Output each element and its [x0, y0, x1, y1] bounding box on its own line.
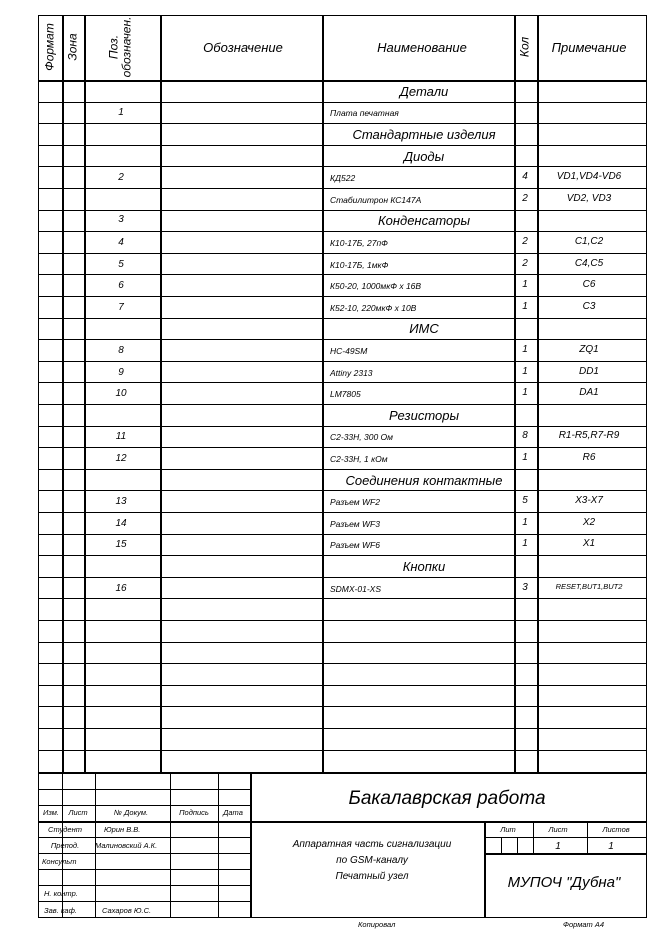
grid-hline — [484, 837, 647, 838]
row-qty: 2 — [522, 192, 528, 204]
row-position: 13 — [115, 496, 127, 508]
row-position: 14 — [115, 517, 127, 529]
grid-hline — [38, 253, 647, 254]
stamp-col-sign: Подпись — [179, 808, 209, 817]
stamp-sheet-value: 1 — [555, 841, 561, 852]
grid-vline — [250, 772, 252, 918]
header-qty: Кол — [517, 36, 532, 58]
stamp-doc-name-2: по GSM-каналу — [336, 855, 408, 866]
row-note: X1 — [582, 538, 596, 550]
sheet-frame — [38, 15, 647, 918]
row-name: К50-20, 1000мкФ х 16В — [330, 281, 422, 292]
stamp-role-teacher: Препод. — [50, 841, 80, 850]
row-qty: 1 — [522, 344, 528, 355]
grid-hline — [38, 901, 250, 902]
row-qty: 3 — [522, 581, 528, 593]
row-position: 10 — [115, 388, 127, 400]
stamp-col-date: Дата — [223, 808, 243, 817]
row-name: Разъем WF3 — [330, 518, 380, 529]
row-qty: 4 — [522, 171, 528, 183]
grid-vline — [517, 837, 518, 853]
grid-hline — [38, 772, 647, 774]
stamp-role-head: Зав. каф. — [44, 906, 77, 915]
grid-hline — [38, 512, 647, 513]
grid-hline — [38, 821, 647, 823]
grid-hline — [38, 853, 250, 854]
grid-vline — [484, 821, 486, 918]
grid-hline — [38, 869, 250, 870]
grid-hline — [38, 805, 250, 806]
row-name: К10-17Б, 27пФ — [330, 238, 388, 248]
stamp-name-student: Юрин В.В. — [104, 825, 141, 834]
stamp-doc-name-3: Печатный узел — [335, 871, 409, 882]
row-name: КД522 — [330, 173, 356, 184]
footer-format: Формат А4 — [563, 920, 605, 929]
grid-hline — [38, 404, 647, 405]
grid-hline — [38, 426, 647, 427]
grid-vline — [160, 15, 162, 772]
grid-hline — [38, 296, 647, 297]
row-qty: 1 — [522, 365, 528, 377]
section-heading: Детали — [399, 83, 449, 99]
row-qty: 8 — [522, 430, 528, 442]
stamp-col-izm: Изм. — [43, 808, 59, 817]
row-position: 9 — [118, 366, 124, 378]
row-qty: 1 — [522, 387, 528, 399]
stamp-doc-name-1: Аппаратная часть сигнализации — [292, 839, 452, 850]
row-name: LM7805 — [330, 389, 361, 400]
grid-hline — [38, 728, 647, 729]
section-heading: ИМС — [409, 321, 439, 337]
header-note: Примечание — [551, 40, 627, 55]
stamp-sheets-label: Листов — [602, 825, 630, 834]
stamp-col-doc: № Докум. — [113, 808, 149, 817]
row-position: 6 — [118, 280, 124, 292]
row-qty: 1 — [522, 300, 528, 312]
grid-hline — [484, 853, 647, 855]
header-pos: Поз. обозначен. — [106, 16, 133, 78]
grid-hline — [38, 274, 647, 275]
stamp-role-student: Студент — [48, 825, 82, 834]
grid-vline — [322, 15, 324, 772]
row-note: X3-X7 — [575, 495, 603, 507]
grid-hline — [38, 750, 647, 751]
grid-vline — [514, 15, 516, 772]
row-note: C1,C2 — [574, 236, 604, 247]
row-name: К52-10, 220мкФ х 10В — [330, 302, 417, 313]
section-heading: Конденсаторы — [377, 213, 471, 229]
grid-vline — [62, 15, 64, 772]
row-position: 3 — [118, 214, 124, 226]
grid-hline — [38, 382, 647, 383]
grid-hline — [38, 885, 250, 886]
section-heading: Стандартные изделия — [352, 127, 496, 142]
grid-hline — [38, 534, 647, 535]
row-note: C6 — [582, 279, 596, 291]
row-name: С2-33Н, 300 Ом — [330, 432, 393, 443]
section-heading: Кнопки — [402, 559, 446, 574]
section-heading: Резисторы — [388, 407, 460, 423]
row-note: RESET,BUT1,BUT2 — [555, 581, 623, 591]
grid-vline — [218, 772, 219, 918]
stamp-organization: МУПОЧ "Дубна" — [507, 874, 621, 891]
stamp-sheets-value: 1 — [608, 841, 614, 852]
stamp-name-teacher: Малиновский А.К. — [95, 841, 158, 850]
grid-hline — [38, 706, 647, 707]
grid-hline — [38, 837, 250, 838]
row-name: Attiny 2313 — [330, 367, 373, 378]
header-designation: Обозначение — [203, 40, 283, 55]
grid-hline — [38, 447, 647, 448]
row-name: Плата печатная — [330, 108, 399, 119]
row-name: Стабилитрон КС147А — [330, 194, 422, 205]
grid-hline — [38, 145, 647, 146]
row-position: 2 — [118, 172, 124, 184]
row-note: R6 — [582, 452, 596, 463]
grid-hline — [38, 642, 647, 643]
stamp-title: Бакалаврская работа — [348, 788, 546, 809]
grid-hline — [38, 166, 647, 167]
grid-hline — [38, 685, 647, 686]
row-position: 16 — [115, 582, 127, 594]
stamp-name-head: Сахаров Ю.С. — [102, 906, 152, 915]
grid-hline — [38, 210, 647, 211]
grid-hline — [38, 80, 647, 82]
row-position: 4 — [118, 237, 124, 248]
row-position: 1 — [118, 107, 124, 119]
grid-hline — [38, 620, 647, 621]
grid-hline — [38, 577, 647, 578]
header-format: Формат — [42, 23, 57, 71]
grid-hline — [38, 188, 647, 189]
grid-hline — [38, 231, 647, 232]
grid-vline — [537, 15, 539, 772]
grid-hline — [38, 102, 647, 103]
grid-hline — [38, 469, 647, 470]
row-note: C3 — [582, 300, 596, 312]
header-zone: Зона — [65, 33, 80, 61]
grid-vline — [84, 15, 86, 772]
stamp-role-norm: Н. контр. — [44, 889, 78, 898]
grid-hline — [38, 318, 647, 319]
row-position: 12 — [115, 453, 127, 464]
row-qty: 1 — [522, 516, 528, 528]
row-position: 5 — [118, 258, 124, 270]
grid-hline — [38, 789, 250, 790]
grid-hline — [38, 555, 647, 556]
grid-hline — [38, 490, 647, 491]
row-name: HC-49SM — [330, 346, 368, 356]
row-name: К10-17Б, 1мкФ — [330, 259, 389, 270]
grid-hline — [38, 339, 647, 340]
row-note: C4,C5 — [574, 257, 604, 269]
row-name: Разъем WF6 — [330, 540, 380, 551]
grid-hline — [38, 598, 647, 599]
row-name: Разъем WF2 — [330, 497, 380, 508]
grid-hline — [38, 361, 647, 362]
footer-copied: Копировал — [358, 920, 396, 929]
row-qty: 1 — [522, 279, 528, 291]
header-name: Наименование — [377, 40, 467, 55]
row-position: 11 — [115, 431, 127, 443]
stamp-sheet-label: Лист — [548, 825, 568, 834]
row-note: VD2, VD3 — [566, 192, 612, 204]
row-note: DA1 — [579, 387, 599, 399]
row-position: 7 — [118, 301, 124, 313]
row-note: X2 — [582, 516, 596, 528]
row-name: SDMX-01-XS — [330, 583, 382, 594]
stamp-role-consult: Консульт — [42, 857, 77, 866]
row-qty: 5 — [522, 495, 528, 507]
row-position: 15 — [115, 539, 127, 551]
row-note: DD1 — [578, 365, 600, 377]
row-note: VD1,VD4-VD6 — [556, 171, 622, 183]
section-heading: Соединения контактные — [345, 472, 503, 488]
row-qty: 2 — [522, 236, 528, 247]
section-heading: Диоды — [403, 148, 445, 164]
row-qty: 2 — [522, 257, 528, 269]
row-position: 8 — [118, 345, 124, 356]
row-note: R1-R5,R7-R9 — [558, 430, 620, 442]
grid-vline — [501, 837, 502, 853]
row-note: ZQ1 — [579, 344, 599, 355]
grid-vline — [170, 772, 171, 918]
row-qty: 1 — [522, 538, 528, 550]
grid-hline — [38, 663, 647, 664]
row-qty: 1 — [522, 452, 528, 463]
row-name: С2-33Н, 1 кОм — [330, 454, 388, 464]
stamp-col-list: Лист — [68, 808, 88, 817]
stamp-lit-label: Лит — [500, 825, 516, 834]
grid-hline — [38, 123, 647, 124]
